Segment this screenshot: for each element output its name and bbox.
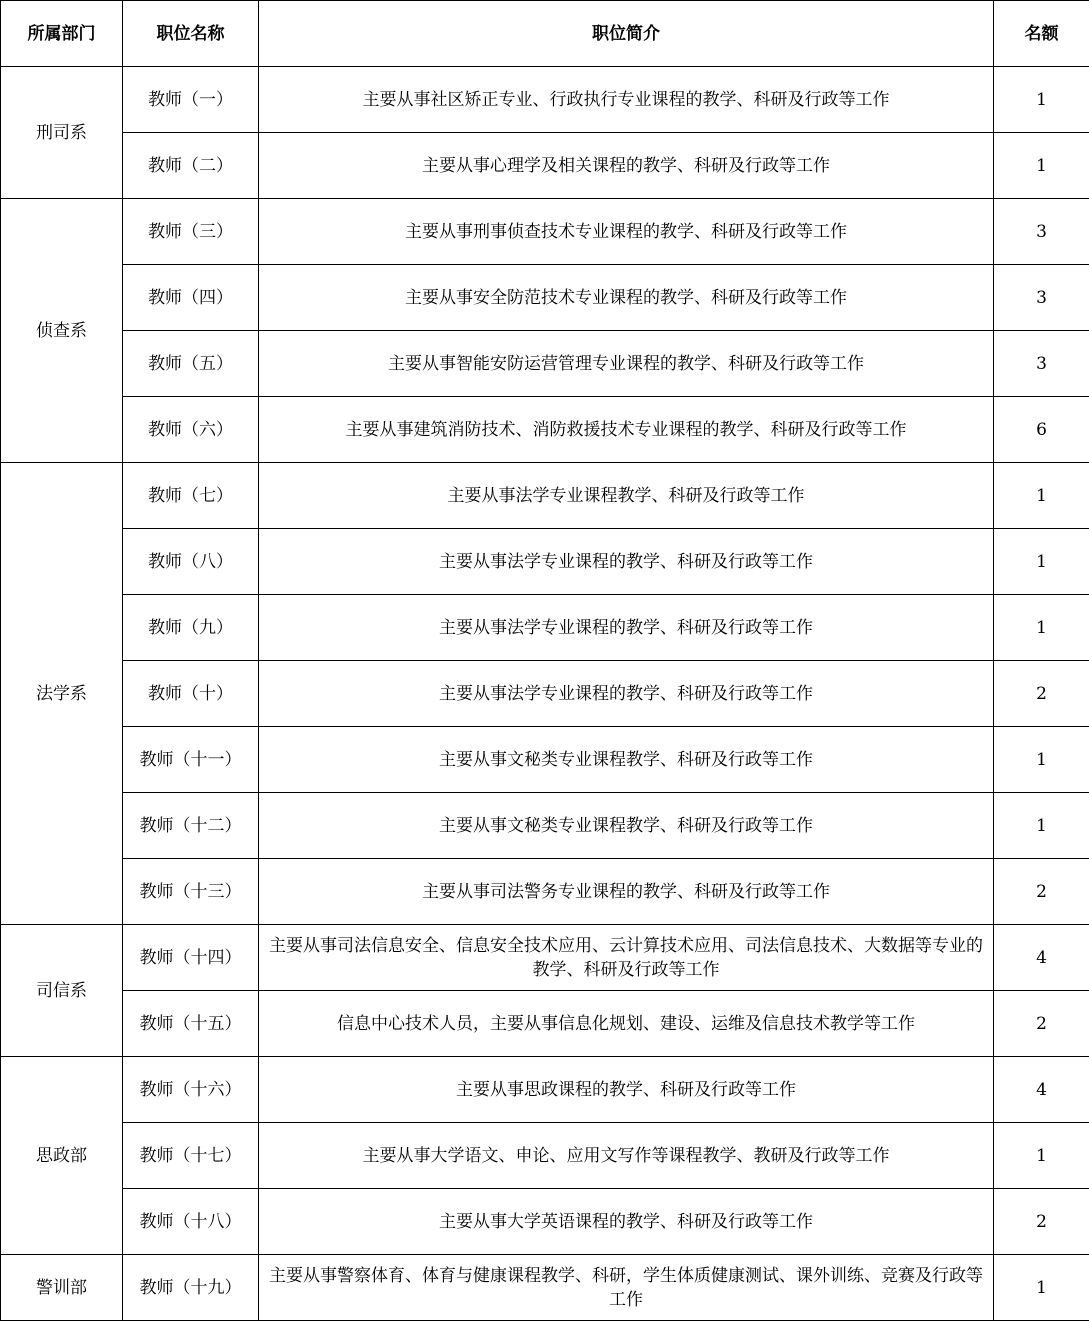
header-department: 所属部门 — [1, 1, 123, 67]
table-row — [1, 463, 1089, 529]
position-description-cell: 主要从事法学专业课程的教学、科研及行政等工作 — [259, 595, 994, 661]
position-description-cell: 主要从事社区矫正专业、行政执行专业课程的教学、科研及行政等工作 — [259, 67, 994, 133]
position-count-cell: 1 — [994, 727, 1089, 793]
table-row — [1, 199, 1089, 265]
table-row — [1, 67, 1089, 133]
table-row — [1, 1189, 1089, 1255]
position-count-cell: 2 — [994, 1189, 1089, 1255]
position-name-cell: 教师（五） — [123, 331, 259, 397]
department-cell: 侦查系 — [1, 199, 123, 463]
position-count-cell: 1 — [994, 529, 1089, 595]
position-count-cell: 1 — [994, 67, 1089, 133]
header-row — [1, 1, 1089, 67]
position-description-cell: 主要从事大学语文、申论、应用文写作等课程教学、教研及行政等工作 — [259, 1123, 994, 1189]
table-row — [1, 595, 1089, 661]
position-description-cell: 主要从事建筑消防技术、消防救援技术专业课程的教学、科研及行政等工作 — [259, 397, 994, 463]
table-row — [1, 991, 1089, 1057]
position-description-cell: 主要从事文秘类专业课程教学、科研及行政等工作 — [259, 793, 994, 859]
position-name-cell: 教师（十二） — [123, 793, 259, 859]
position-count-cell: 2 — [994, 661, 1089, 727]
position-count-cell: 2 — [994, 991, 1089, 1057]
department-cell: 警训部 — [1, 1255, 123, 1321]
position-count-cell: 2 — [994, 859, 1089, 925]
table-row — [1, 397, 1089, 463]
position-name-cell: 教师（十八） — [123, 1189, 259, 1255]
position-description-cell: 主要从事警察体育、体育与健康课程教学、科研，学生体质健康测试、课外训练、竞赛及行政等工作 — [259, 1255, 994, 1321]
header-description: 职位简介 — [259, 1, 994, 67]
position-description-cell: 主要从事安全防范技术专业课程的教学、科研及行政等工作 — [259, 265, 994, 331]
table-body — [1, 67, 1089, 1321]
position-name-cell: 教师（六） — [123, 397, 259, 463]
table-header — [1, 1, 1089, 67]
position-name-cell: 教师（七） — [123, 463, 259, 529]
department-cell: 刑司系 — [1, 67, 123, 199]
position-description-cell: 主要从事法学专业课程的教学、科研及行政等工作 — [259, 529, 994, 595]
position-count-cell: 3 — [994, 199, 1089, 265]
position-name-cell: 教师（三） — [123, 199, 259, 265]
position-name-cell: 教师（九） — [123, 595, 259, 661]
table-row — [1, 1057, 1089, 1123]
position-name-cell: 教师（二） — [123, 133, 259, 199]
position-name-cell: 教师（十三） — [123, 859, 259, 925]
table-row — [1, 1255, 1089, 1321]
position-name-cell: 教师（十一） — [123, 727, 259, 793]
table-row — [1, 727, 1089, 793]
position-description-cell: 主要从事法学专业课程的教学、科研及行政等工作 — [259, 661, 994, 727]
position-count-cell: 1 — [994, 793, 1089, 859]
position-description-cell: 主要从事文秘类专业课程教学、科研及行政等工作 — [259, 727, 994, 793]
position-count-cell: 1 — [994, 1255, 1089, 1321]
position-name-cell: 教师（十七） — [123, 1123, 259, 1189]
position-count-cell: 4 — [994, 925, 1089, 991]
position-count-cell: 4 — [994, 1057, 1089, 1123]
position-count-cell: 1 — [994, 1123, 1089, 1189]
position-name-cell: 教师（八） — [123, 529, 259, 595]
header-position: 职位名称 — [123, 1, 259, 67]
position-description-cell: 主要从事智能安防运营管理专业课程的教学、科研及行政等工作 — [259, 331, 994, 397]
position-description-cell: 主要从事思政课程的教学、科研及行政等工作 — [259, 1057, 994, 1123]
table-row — [1, 1123, 1089, 1189]
table-row — [1, 859, 1089, 925]
position-description-cell: 信息中心技术人员，主要从事信息化规划、建设、运维及信息技术教学等工作 — [259, 991, 994, 1057]
table-row — [1, 925, 1089, 991]
department-cell: 思政部 — [1, 1057, 123, 1255]
table-row — [1, 265, 1089, 331]
position-name-cell: 教师（一） — [123, 67, 259, 133]
position-name-cell: 教师（十五） — [123, 991, 259, 1057]
position-name-cell: 教师（十四） — [123, 925, 259, 991]
header-count: 名额 — [994, 1, 1089, 67]
position-description-cell: 主要从事心理学及相关课程的教学、科研及行政等工作 — [259, 133, 994, 199]
position-count-cell: 3 — [994, 265, 1089, 331]
position-description-cell: 主要从事刑事侦查技术专业课程的教学、科研及行政等工作 — [259, 199, 994, 265]
position-description-cell: 主要从事司法信息安全、信息安全技术应用、云计算技术应用、司法信息技术、大数据等专业的教学、科研及行政等工作 — [259, 925, 994, 991]
table-row — [1, 331, 1089, 397]
position-count-cell: 1 — [994, 463, 1089, 529]
position-name-cell: 教师（十） — [123, 661, 259, 727]
position-count-cell: 3 — [994, 331, 1089, 397]
position-count-cell: 6 — [994, 397, 1089, 463]
position-description-cell: 主要从事大学英语课程的教学、科研及行政等工作 — [259, 1189, 994, 1255]
position-description-cell: 主要从事司法警务专业课程的教学、科研及行政等工作 — [259, 859, 994, 925]
position-name-cell: 教师（十六） — [123, 1057, 259, 1123]
table-row — [1, 529, 1089, 595]
department-cell: 司信系 — [1, 925, 123, 1057]
table-row — [1, 661, 1089, 727]
table-row — [1, 793, 1089, 859]
position-count-cell: 1 — [994, 133, 1089, 199]
table-row — [1, 133, 1089, 199]
position-count-cell: 1 — [994, 595, 1089, 661]
position-description-cell: 主要从事法学专业课程教学、科研及行政等工作 — [259, 463, 994, 529]
position-name-cell: 教师（四） — [123, 265, 259, 331]
department-cell: 法学系 — [1, 463, 123, 925]
position-name-cell: 教师（十九） — [123, 1255, 259, 1321]
